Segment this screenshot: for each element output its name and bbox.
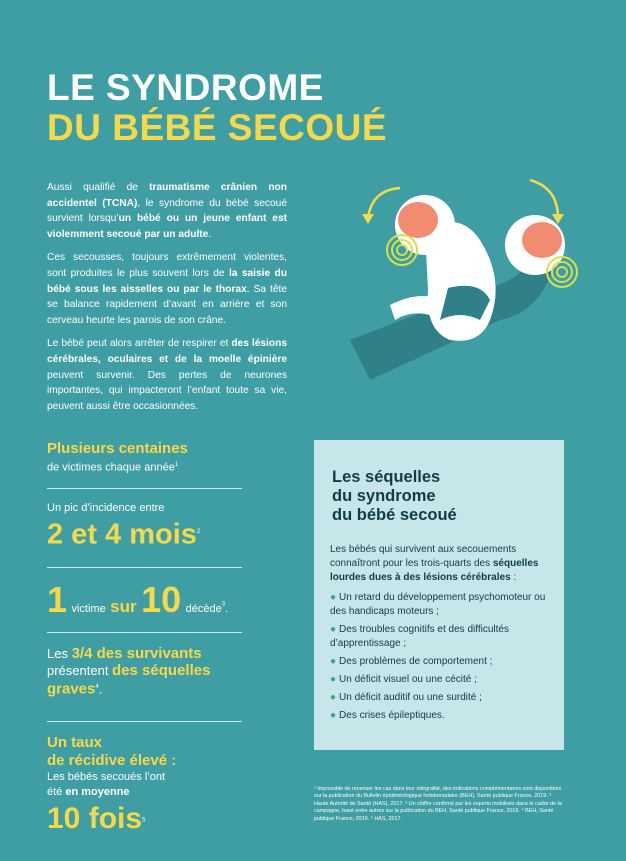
stat-mortality: 1 victime sur 10 décède$^3$. <box>47 580 242 633</box>
stat-victims-per-year: Plusieurs centaines de victimes chaque année$^1$ <box>47 440 242 489</box>
intro-paragraph-3: Le bébé peut alors arrêter de respirer et des lésions cérébrales, oculaires et de la moelle épinière peuvent survenir. Des pertes de neurones importantes, qui impacteront l’enfant toute sa vie, peuvent aussi être occasionnées. <box>47 338 287 412</box>
title-line-2: DU BÉBÉ SECOUÉ <box>47 107 388 148</box>
list-item: ● Un déficit visuel ou une cécité ; <box>330 674 477 685</box>
list-item: ● Un déficit auditif ou une surdité ; <box>330 692 482 703</box>
page-title <box>47 68 387 148</box>
stat-recurrence: Un taux de récidive élevé : Les bébés secoués l’ont été en moyenne 10 fois$^5$ <box>47 734 177 835</box>
stat-incidence-peak: Un pic d’incidence entre 2 et 4 mois$^2$ <box>47 501 242 568</box>
title-line-1: LE SYNDROME <box>47 67 324 108</box>
rotation-arrow-right-icon <box>530 180 558 218</box>
intro-text <box>47 180 287 422</box>
impact-right-icon <box>547 257 577 287</box>
intro-paragraph-2: Ces secousses, toujours extrêmement violentes, sont produites le plus souvent lors de la saisie du bébé sous les aisselles ou par le thorax. Sa tête se balance rapidement d’avant en arrière et son cerveau heurte les parois de son crâne. <box>47 252 287 326</box>
list-item: ● Des problèmes de comportement ; <box>330 656 493 667</box>
impact-left-icon <box>387 235 417 265</box>
sequelae-card <box>314 440 564 750</box>
card-lead: Les bébés qui survivent aux secouements connaîtront pour les trois-quarts des séquelles lourdes dues à des lésions cérébrales : <box>330 544 539 583</box>
list-item: ● Des troubles cognitifs et des difficultés d’apprentissage ; <box>330 624 509 649</box>
shaken-baby-illustration <box>330 170 595 400</box>
brain-left-icon <box>398 202 438 238</box>
key-figures <box>47 440 242 838</box>
stat-survivor-sequelae: Les 3/4 des survivants présentent des séquelles graves$^4$. <box>47 645 242 722</box>
brain-right-icon <box>522 222 562 258</box>
rotation-arrow-left-icon <box>368 188 400 218</box>
card-title: Les séquelles du syndrome du bébé secoué <box>332 468 457 524</box>
list-item: ● Un retard du développement psychomoteur ou des handicaps moteurs ; <box>330 592 546 617</box>
intro-paragraph-1: Aussi qualifié de traumatisme crânien non accidentel (TCNA), le syndrome du bébé secoué survient lorsqu’un bébé ou un jeune enfant est violemment secoué par un adulte. <box>47 182 288 240</box>
footnotes: ¹ Impossible de recenser les cas dans leur intégralité, des indications complémentaires sont disponibles sur la publication du Bulletin épidémiologique hebdomadaire (BEH), Santé publique France, 2019. ² Haute Autorité de Santé (HAS), 2017. ³ Un chiffre confirmé par les experts mobilisés dans le cadre de la campagne, basé entre autres sur la publication du BEH, Santé publique France, 2019. ⁴ BEH, Santé publique France, 2019. ⁵ HAS, 2017. <box>314 786 562 822</box>
list-item: ● Des crises épileptiques. <box>330 710 445 721</box>
sequelae-list <box>330 591 546 723</box>
